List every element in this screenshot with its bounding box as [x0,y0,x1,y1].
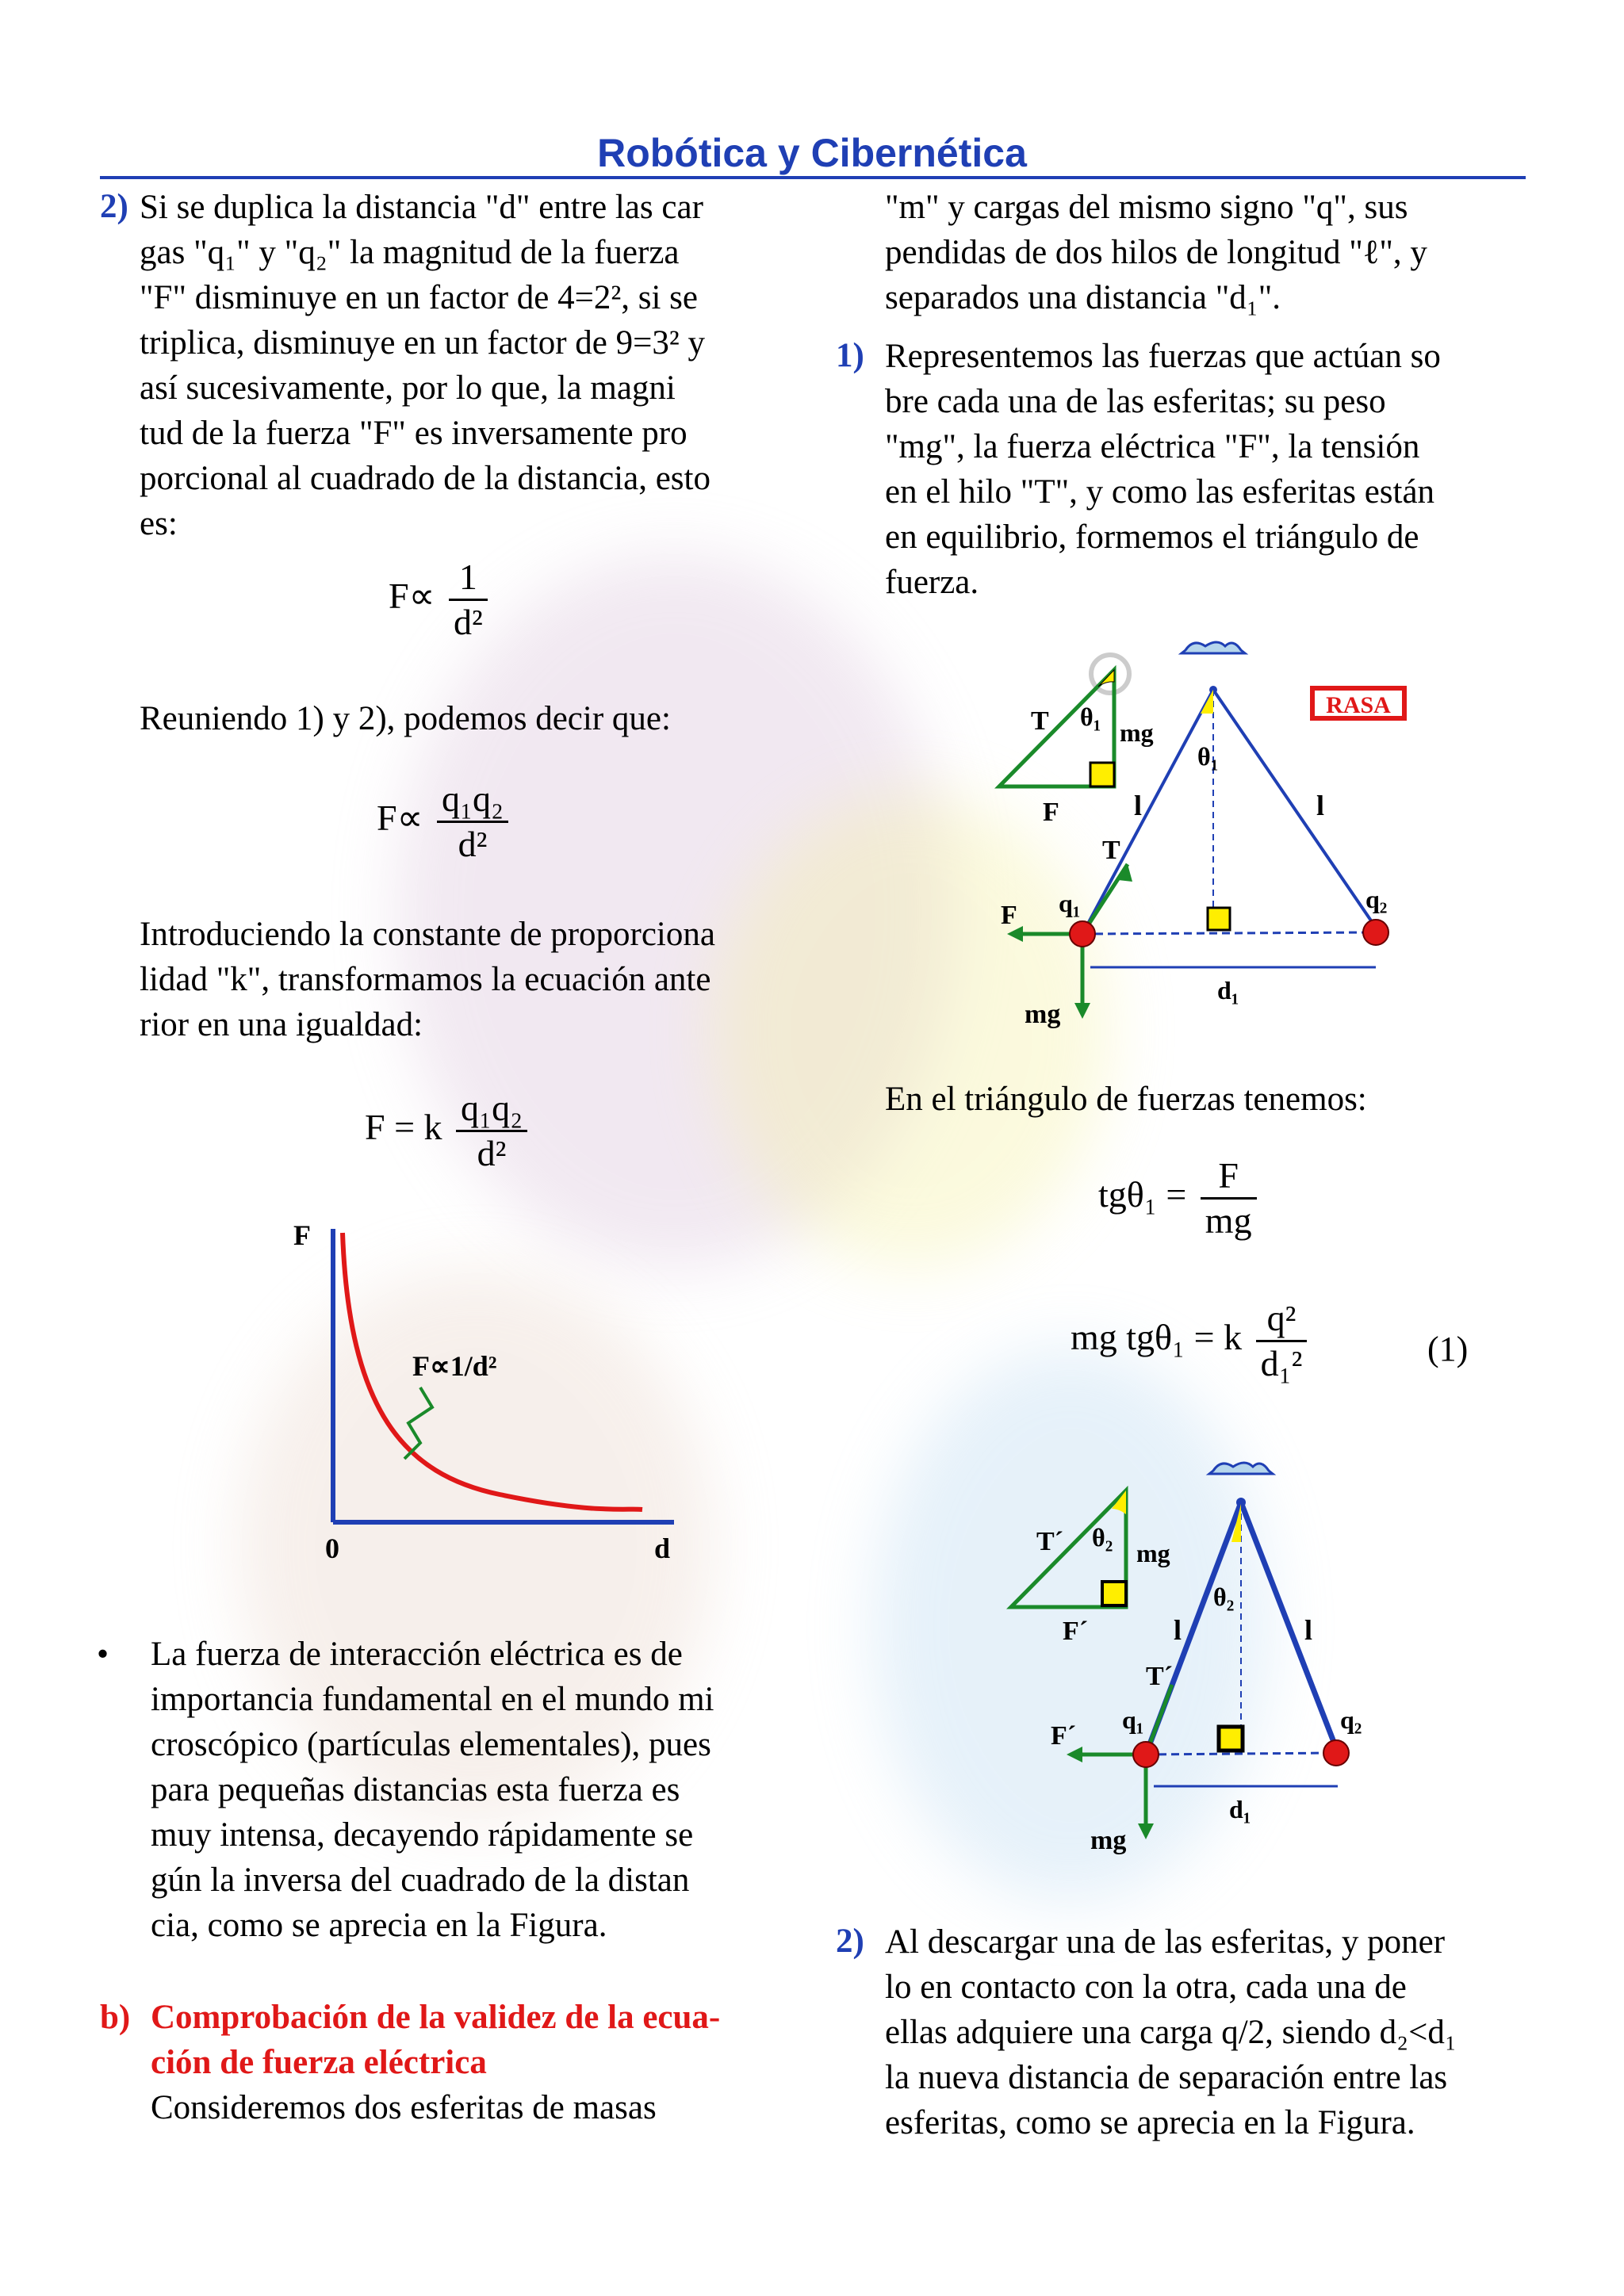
text-line: gún la inversa del cuadrado de la distan [151,1862,690,1899]
label-q1: q₁ [1059,889,1081,917]
curve-label: F∝1/d² [412,1350,497,1382]
bullet-icon: • [97,1636,109,1673]
text-line: porcional al cuadrado de la distancia, esto [140,460,710,497]
equation-tan-theta [1098,1155,1257,1241]
arrowhead [1138,1823,1154,1839]
charge-sphere-2 [1363,920,1388,945]
reuniendo-text: Reuniendo 1) y 2), podemos decir que: [140,700,671,737]
graph-f-vs-d [293,1213,706,1570]
arrowhead [1074,1003,1090,1019]
text-line: triplica, disminuye en un factor de 9=3² y [140,324,706,362]
text-line: lidad "k", transformamos la ecuación ante [140,961,711,998]
label-q1: q₁ [1122,1705,1144,1734]
eq-numerator: 1 [458,557,477,597]
label-F: F [1001,901,1017,930]
origin-label: 0 [325,1533,339,1564]
text-line: en el hilo "T", y como las esferitas están [885,473,1435,511]
eq-denominator: d₁² [1256,1340,1308,1382]
text-line: La fuerza de interacción eléctrica es de [151,1636,683,1673]
eq-denominator: mg [1201,1197,1257,1239]
item-number: 1) [836,337,864,374]
text-line: importancia fundamental en el mundo mi [151,1681,714,1718]
label-T: T´ [1146,1662,1173,1691]
equation-coulomb [365,1090,527,1172]
paragraph-forces [885,334,1526,605]
text-line: Si se duplica la distancia "d" entre las car [140,189,703,226]
label-mg: mg [1136,1539,1170,1567]
equation-1 [1071,1300,1307,1382]
text-line: croscópico (partículas elementales), pues [151,1726,711,1763]
text-line: Representemos las fuerzas que actúan so [885,338,1441,375]
string-right [1213,690,1376,928]
label-q2: q₂ [1365,885,1388,913]
text-line: cia, como se aprecia en la Figura. [151,1907,607,1944]
text-line: así sucesivamente, por lo que, la magni [140,369,676,407]
item-number: 2) [836,1923,864,1960]
item-number: 2) [100,188,128,225]
paragraph-continuation [885,185,1526,320]
text-line: "F" disminuye en un factor de 4=2², si se [140,279,698,316]
charge-sphere-2 [1323,1740,1349,1766]
charge-sphere-1 [1070,921,1095,947]
label-F: F [1043,798,1059,827]
label-mg: mg [1090,1826,1127,1855]
eq-denominator: d² [437,821,508,863]
paragraph-constant-k [140,912,790,1047]
label-T: T [1031,706,1049,736]
text-line: rior en una igualdad: [140,1006,423,1043]
paragraph-discharge [885,1919,1526,2145]
y-axis-label: F [293,1219,311,1251]
label-l: l [1134,790,1143,821]
label-mg: mg [1120,718,1154,747]
text-line: "m" y cargas del mismo signo "q", sus [885,189,1408,226]
page-header-title: Robótica y Cibernética [597,131,1027,175]
text-line: ellas adquiere una carga q/2, siendo d₂<d₁ [885,2014,1457,2051]
charge-sphere-1 [1133,1742,1159,1767]
text-line: para pequeñas distancias esta fuerza es [151,1771,680,1808]
equation-tag: (1) [1427,1330,1469,1368]
figure-pendulum-1 [983,634,1427,1039]
text-line: tud de la fuerza "F" es inversamente pro [140,415,688,452]
separation-dashed [1146,1753,1336,1755]
right-angle-mark [1219,1727,1243,1751]
text-line: en equilibrio, formemos el triángulo de [885,519,1419,556]
label-d: d₁ [1229,1795,1251,1823]
label-theta: θ₁ [1080,702,1101,731]
text-line: Introduciendo la constante de proporciona [140,916,715,953]
eq-numerator: q₁q₂ [441,779,504,819]
label-d: d₁ [1217,976,1239,1004]
text-line: Al descargar una de las esferitas, y poner [885,1923,1446,1961]
text-line: Consideremos dos esferitas de masas [151,2089,657,2126]
text-line: lo en contacto con la otra, cada una de [885,1969,1407,2006]
label-l: l [1316,790,1325,821]
label-theta: θ₂ [1213,1582,1235,1611]
stamp-label: RASA [1326,692,1391,718]
text-line: esferitas, como se aprecia en la Figura. [885,2104,1415,2141]
section-title-line: Comprobación de la validez de la ecua- [151,1999,721,2036]
label-F: F´ [1063,1617,1089,1646]
text-line: separados una distancia "d₁". [885,279,1281,316]
text-line: bre cada una de las esferitas; su peso [885,383,1386,420]
triangle-text: En el triángulo de fuerzas tenemos: [885,1081,1367,1118]
label-F: F´ [1051,1721,1077,1751]
label-l: l [1174,1614,1182,1646]
paragraph-inverse-square [140,185,790,546]
label-theta: θ₂ [1092,1523,1113,1552]
paragraph-bullet [151,1632,790,1948]
eq-lhs: tgθ₁ = [1098,1174,1187,1215]
equation-f-prop-1-d2 [389,559,488,641]
right-angle-mark [1090,763,1114,786]
eq-numerator: F [1218,1155,1239,1196]
x-axis-label: d [654,1533,671,1564]
text-line: muy intensa, decayendo rápidamente se [151,1816,694,1854]
text-line: gas "q₁" y "q₂" la magnitud de la fuerza [140,234,680,271]
section-b [151,1995,801,2130]
text-line: es: [140,505,178,542]
text-line: fuerza. [885,564,979,601]
angle-mark [1098,670,1114,687]
eq-numerator: q₁q₂ [461,1088,523,1128]
section-label: b) [100,1999,131,2036]
section-title-line: ción de fuerza eléctrica [151,2044,487,2081]
text-line: la nueva distancia de separación entre las [885,2059,1448,2096]
eq-lhs: mg tgθ₁ = k [1071,1317,1243,1358]
eq-denominator: d² [456,1130,527,1172]
label-T: T [1102,836,1120,865]
text-line: pendidas de dos hilos de longitud "ℓ", y [885,234,1427,271]
eq-lhs: F∝ [377,798,423,839]
ceiling-support [1209,1463,1273,1474]
label-theta: θ₁ [1197,742,1219,771]
separation-dashed [1082,932,1376,934]
text-line: "mg", la fuerza eléctrica "F", la tensión [885,428,1420,465]
eq-lhs: F = k [365,1107,442,1148]
right-angle-mark [1208,908,1230,930]
eq-lhs: F∝ [389,576,435,617]
ceiling-support [1182,642,1245,653]
label-T: T´ [1036,1527,1063,1556]
figure-pendulum-2 [995,1455,1423,1859]
label-l: l [1304,1614,1313,1646]
label-q2: q₂ [1340,1705,1362,1734]
header-rule [100,176,1526,179]
label-mg: mg [1025,1000,1061,1029]
eq-denominator: d² [449,599,488,641]
string-right [1241,1502,1336,1748]
equation-f-prop-q1q2 [377,781,508,863]
eq-numerator: q² [1266,1298,1297,1338]
right-angle-mark [1102,1582,1126,1605]
